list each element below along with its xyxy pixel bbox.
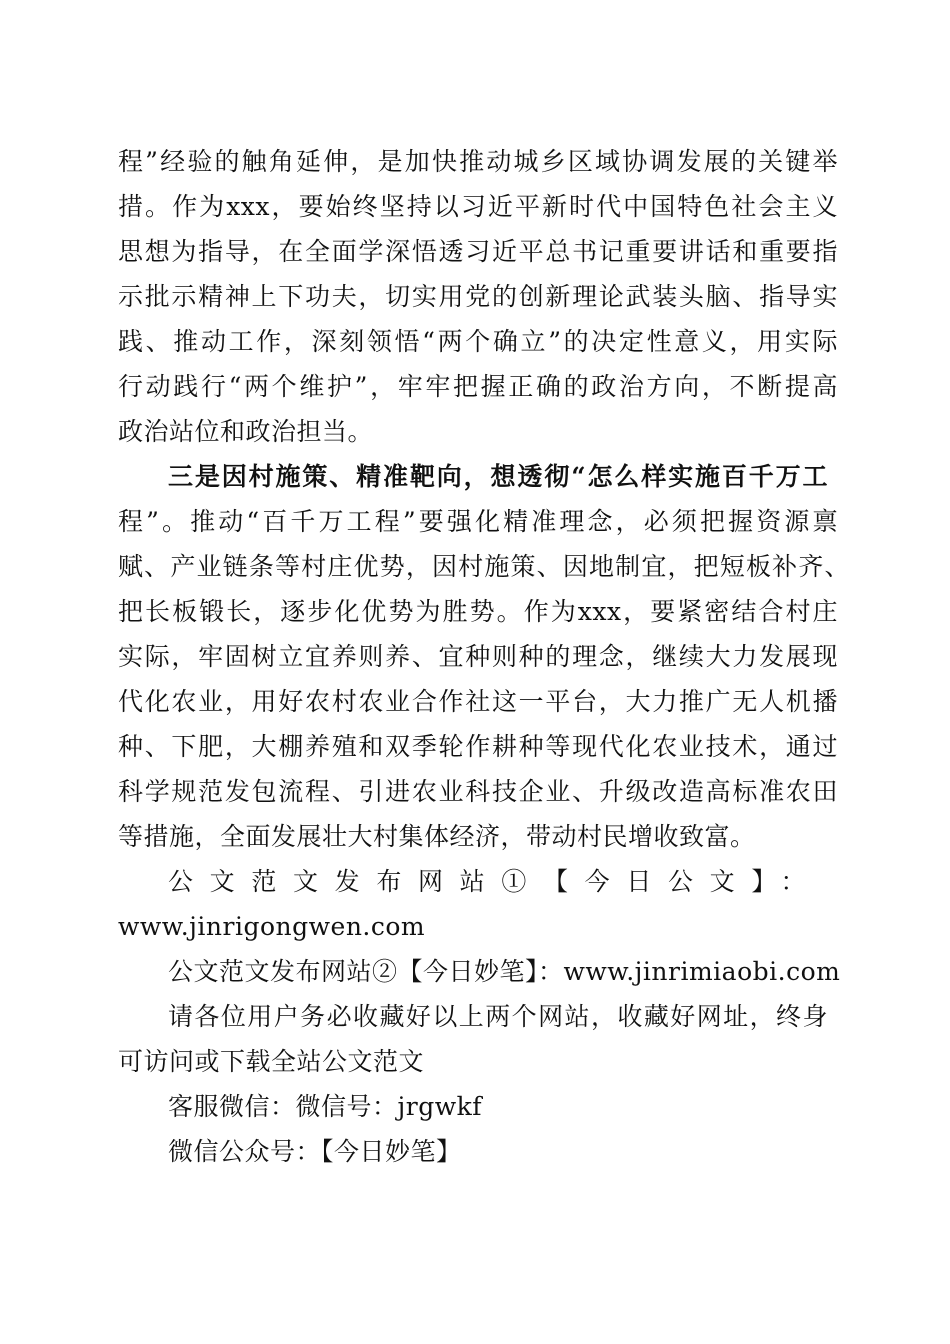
body-line-4: 示批示精神上下功夫，切实用党的创新理论武装头脑、指导实 [118,282,838,311]
body-line-11: 把长板锻长，逐步化优势为胜势。作为xxx，要紧密结合村庄 [118,597,838,626]
body-line-6: 行动践行“两个维护”，牢牢把握正确的政治方向，不断提高 [118,372,838,401]
body-line-16: 等措施，全面发展壮大村集体经济，带动村民增收致富。 [118,822,756,851]
section-heading-line: 三是因村施策、精准靶向，想透彻“怎么样实施百千万工 [168,462,828,491]
body-line-15: 科学规范发包流程、引进农业科技企业、升级改造高标准农田 [118,777,838,806]
body-line-3: 思想为指导，在全面学深悟透习近平总书记重要讲话和重要指 [118,237,838,266]
body-line-10: 赋、产业链条等村庄优势，因村施策、因地制宜，把短板补齐、 [118,552,850,581]
notice-line-1: 请各位用户务必收藏好以上两个网站，收藏好网址，终身 [168,1002,828,1031]
site-1-url[interactable]: www.jinrigongwen.com [118,912,426,941]
body-line-14: 种、下肥，大棚养殖和双季轮作耕种等现代化农业技术，通过 [118,732,838,761]
body-line-13: 代化农业，用好农村农业合作社这一平台，大力推广无人机播 [118,687,838,716]
notice-line-2: 可访问或下载全站公文范文 [118,1047,425,1076]
customer-service-wechat: 客服微信：微信号：jrgwkf [168,1092,483,1121]
body-line-7: 政治站位和政治担当。 [118,417,374,446]
site-2-line[interactable]: 公文范文发布网站②【今日妙笔】：www.jinrimiaobi.com [168,957,841,986]
body-line-5: 践、推动工作，深刻领悟“两个确立”的决定性意义，用实际 [118,327,838,356]
body-line-12: 实际，牢固树立宜养则养、宜种则种的理念，继续大力发展现 [118,642,838,671]
body-line-1: 程”经验的触角延伸，是加快推动城乡区域协调发展的关键举 [118,147,838,176]
body-line-9: 程”。推动“百千万工程”要强化精准理念，必须把握资源禀 [118,507,838,536]
body-line-2: 措。作为xxx，要始终坚持以习近平新时代中国特色社会主义 [118,192,838,221]
site-1-label: 公文范文发布网站①【今日公文】： [168,867,806,896]
wechat-official-account: 微信公众号：【今日妙笔】 [168,1137,462,1166]
